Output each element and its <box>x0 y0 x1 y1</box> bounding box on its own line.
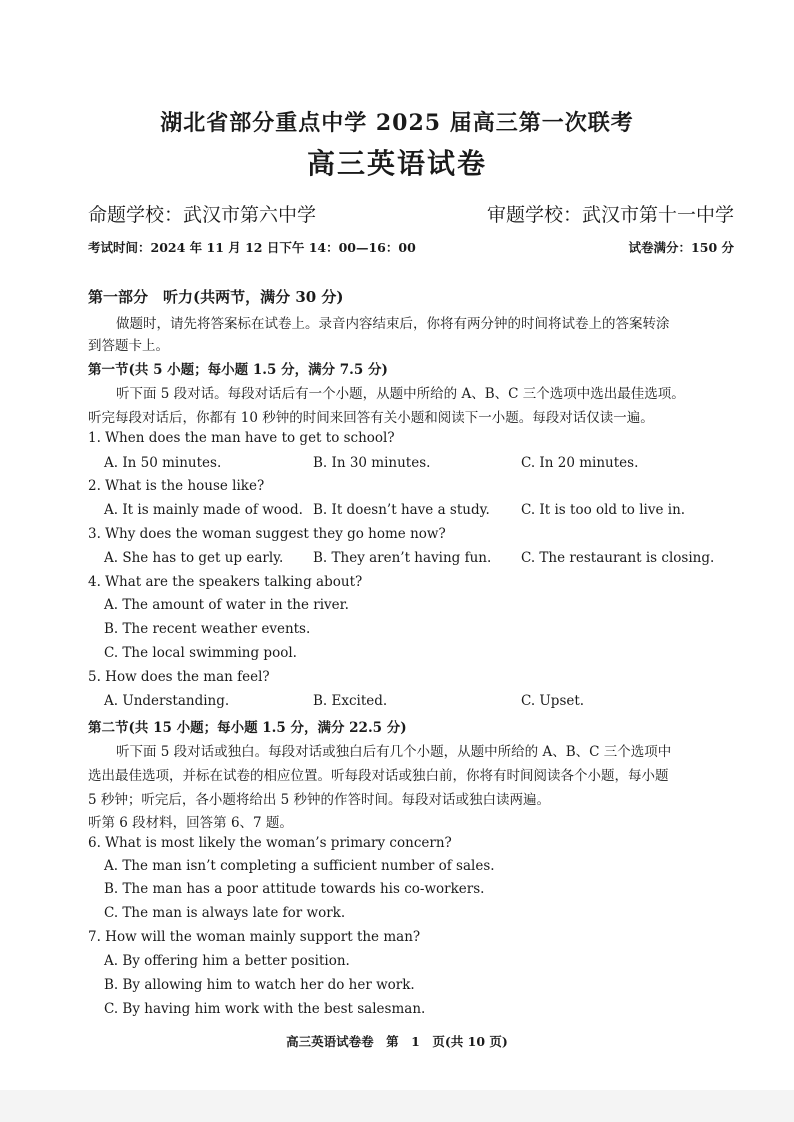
section1-heading: 第一节(共 5 小题；每小题 1.5 分，满分 7.5 分) <box>88 362 388 378</box>
exam-time: 考试时间：2024 年 11 月 12 日下午 14：00—16：00 <box>88 240 416 255</box>
section1-instr-line1: 听下面 5 段对话。每段对话后有一个小题，从题中所给的 A、B、C 三个选项中选出最佳选项。 <box>116 386 685 402</box>
reviewer-school: 审题学校：武汉市第十一中学 <box>486 204 734 226</box>
page-footer: 高三英语试卷卷 第 1 页(共 10 页) <box>286 1034 508 1049</box>
option-a: A. It is mainly made of wood. <box>104 502 303 518</box>
option-a: A. By offering him a better position. <box>104 953 350 969</box>
viewer-bottom-strip <box>0 1090 794 1122</box>
option-c: C. By having him work with the best salesman. <box>104 1001 426 1017</box>
section2-instr-line1: 听下面 5 段对话或独白。每段对话或独白后有几个小题，从题中所给的 A、B、C 三个选项中 <box>116 744 672 760</box>
option-b: B. The recent weather events. <box>104 621 311 637</box>
option-a: A. She has to get up early. <box>104 550 284 566</box>
setter-school: 命题学校：武汉市第六中学 <box>88 204 317 226</box>
option-c: C. The restaurant is closing. <box>521 550 715 566</box>
question-stem: 6. What is most likely the woman’s primary concern? <box>88 835 452 851</box>
part1-intro-line1: 做题时，请先将答案标在试卷上。录音内容结束后，你将有两分钟的时间将试卷上的答案转涂 <box>116 316 670 332</box>
part1-heading: 第一部分 听力(共两节，满分 30 分) <box>88 288 344 306</box>
section2-instr-line2: 选出最佳选项，并标在试卷的相应位置。听每段对话或独白前，你将有时间阅读各个小题，每小题 <box>88 768 669 784</box>
option-b: B. The man has a poor attitude towards his co-workers. <box>104 881 485 897</box>
option-b: B. They aren’t having fun. <box>313 550 492 566</box>
option-a: A. In 50 minutes. <box>104 455 222 471</box>
exam-subtitle: 高三英语试卷 <box>306 147 487 180</box>
option-a: A. Understanding. <box>104 693 230 709</box>
option-b: B. In 30 minutes. <box>313 455 431 471</box>
full-score: 试卷满分：150 分 <box>628 240 734 255</box>
question-stem: 3. Why does the woman suggest they go home now? <box>88 526 446 542</box>
section2-heading: 第二节(共 15 小题；每小题 1.5 分，满分 22.5 分) <box>88 720 407 736</box>
question-stem: 5. How does the man feel? <box>88 669 270 685</box>
section2-instr-line3: 5 秒钟；听完后，各小题将给出 5 秒钟的作答时间。每段对话或独白读两遍。 <box>88 792 551 808</box>
question-stem: 7. How will the woman mainly support the man? <box>88 929 421 945</box>
material6-note: 听第 6 段材料，回答第 6、7 题。 <box>88 815 293 831</box>
exam-title: 湖北省部分重点中学 2025 届高三第一次联考 <box>160 110 634 136</box>
part1-intro-line2: 到答题卡上。 <box>88 338 169 354</box>
option-c: C. In 20 minutes. <box>521 455 639 471</box>
question-stem: 4. What are the speakers talking about? <box>88 574 363 590</box>
option-b: B. By allowing him to watch her do her work. <box>104 977 415 993</box>
option-c: C. The man is always late for work. <box>104 905 346 921</box>
option-c: C. It is too old to live in. <box>521 502 686 518</box>
option-a: A. The amount of water in the river. <box>104 597 349 613</box>
option-a: A. The man isn’t completing a sufficient number of sales. <box>104 858 495 874</box>
question-stem: 2. What is the house like? <box>88 478 265 494</box>
option-b: B. It doesn’t have a study. <box>313 502 490 518</box>
option-c: C. The local swimming pool. <box>104 645 297 661</box>
section1-instr-line2: 听完每段对话后，你都有 10 秒钟的时间来回答有关小题和阅读下一小题。每段对话仅读一遍。 <box>88 410 654 426</box>
option-c: C. Upset. <box>521 693 585 709</box>
question-stem: 1. When does the man have to get to school? <box>88 430 395 446</box>
option-b: B. Excited. <box>313 693 388 709</box>
